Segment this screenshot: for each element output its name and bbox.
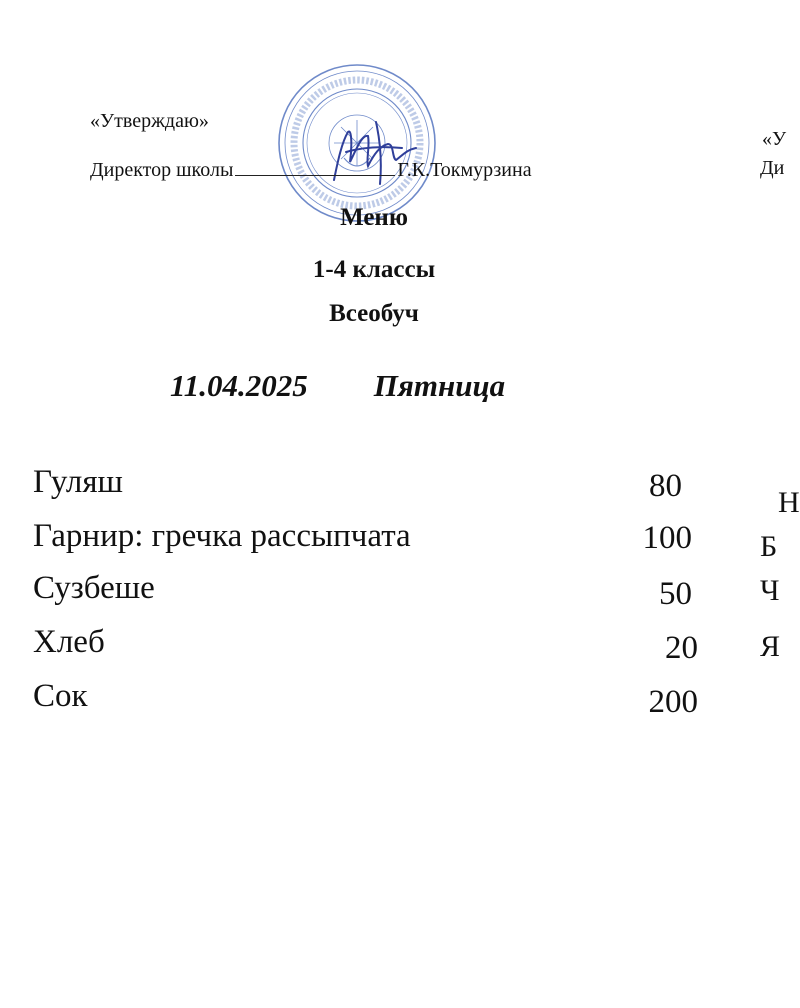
program-title: Всеобуч xyxy=(329,300,419,327)
menu-date: 11.04.2025 xyxy=(170,368,308,403)
director-label: Директор школы xyxy=(90,159,234,181)
menu-item-qty: 200 xyxy=(648,684,698,720)
menu-item-qty: 80 xyxy=(649,468,682,504)
director-signature-line xyxy=(90,157,532,182)
right-fragment: Б xyxy=(760,530,778,563)
menu-item-qty: 50 xyxy=(659,576,692,612)
menu-item-qty: 20 xyxy=(665,630,698,666)
menu-item-name: Сузбеше xyxy=(33,570,155,606)
signature-underline xyxy=(235,157,395,176)
director-name: Г.К.Токмурзина xyxy=(397,159,532,181)
menu-item-name: Хлеб xyxy=(33,624,105,660)
menu-item-name: Сок xyxy=(33,678,88,714)
menu-title: Меню xyxy=(340,204,408,231)
right-fragment: Н xyxy=(778,486,800,519)
right-fragment: Ч xyxy=(760,574,780,607)
school-seal-stamp xyxy=(276,62,438,224)
date-line xyxy=(170,368,505,404)
menu-weekday: Пятница xyxy=(373,368,506,403)
approval-word: «Утверждаю» xyxy=(90,110,209,132)
right-approval-word-fragment: «У xyxy=(762,128,787,150)
menu-item-name: Гарнир: гречка рассыпчата xyxy=(33,518,411,554)
menu-item-name: Гуляш xyxy=(33,464,123,500)
menu-item-qty: 100 xyxy=(642,520,692,556)
grades-title: 1-4 классы xyxy=(312,256,436,283)
right-director-label-fragment: Ди xyxy=(760,157,785,179)
right-fragment: Я xyxy=(760,630,781,663)
